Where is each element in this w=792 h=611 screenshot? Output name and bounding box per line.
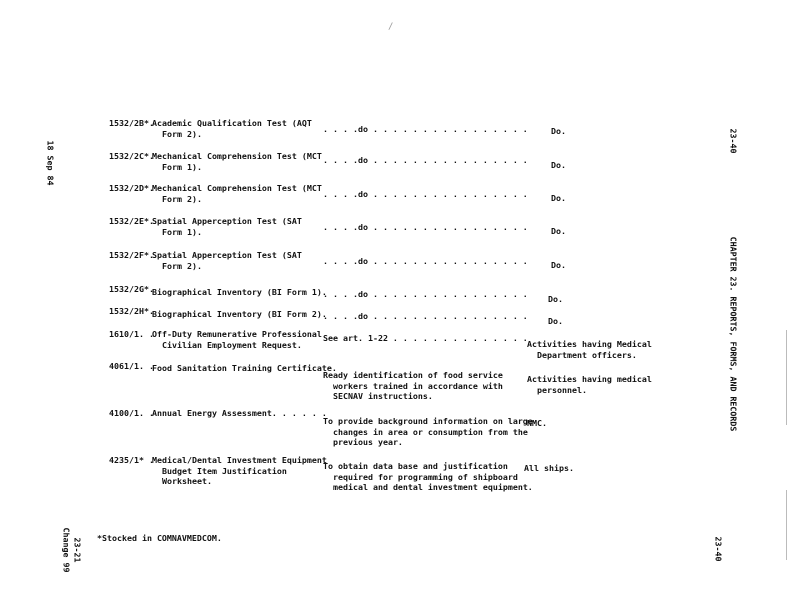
- change-page-number: 23-21: [72, 537, 83, 563]
- form-title: Off-Duty Remunerative Professional Civilian Employment Request.: [152, 329, 322, 350]
- form-number: 1532/2C*.: [109, 151, 154, 161]
- form-purpose: . . . .do . . . . . . . . . . . . . . . .: [323, 289, 528, 299]
- form-number: 1610/1. .: [109, 329, 154, 339]
- form-purpose: Ready identification of food service workers trained in accordance with SECNAV instructions.: [323, 370, 503, 401]
- date-label: 18 Sep 84: [45, 140, 56, 186]
- form-purpose: . . . .do . . . . . . . . . . . . . . . .: [323, 256, 528, 266]
- form-purpose: . . . .do . . . . . . . . . . . . . . . .: [323, 311, 528, 321]
- form-title: Spatial Apperception Test (SAT Form 1).: [152, 216, 302, 237]
- edge-line: [786, 490, 787, 560]
- change-label: Change 99: [61, 527, 72, 573]
- form-purpose: See art. 1-22 . . . . . . . . . . . . . .: [323, 333, 528, 343]
- page-number-top: 23-40: [728, 128, 739, 154]
- form-title: Mechanical Comprehension Test (MCT Form 2).: [152, 183, 322, 204]
- scan-mark: /: [388, 22, 394, 32]
- form-purpose: To provide background information on large changes in area or consumption from the previous year.: [323, 416, 533, 447]
- form-number: 4100/1. .: [109, 408, 154, 418]
- form-title: Spatial Apperception Test (SAT Form 2).: [152, 250, 302, 271]
- form-purpose: . . . .do . . . . . . . . . . . . . . . .: [323, 222, 528, 232]
- form-distribution: All ships.: [524, 463, 574, 473]
- form-distribution: Do.: [551, 260, 566, 270]
- form-title: Biographical Inventory (BI Form 2).: [152, 309, 327, 319]
- page-number-bottom: 23-40: [713, 536, 724, 562]
- form-number: 4061/1. .: [109, 361, 154, 371]
- form-purpose: To obtain data base and justification required for programming of shipboard medical and dental investment equipment.: [323, 461, 533, 492]
- form-distribution: Do.: [551, 226, 566, 236]
- form-number: 1532/2E*.: [109, 216, 154, 226]
- form-distribution: Do.: [548, 294, 563, 304]
- form-purpose: . . . .do . . . . . . . . . . . . . . . .: [323, 189, 528, 199]
- form-distribution: Do.: [548, 316, 563, 326]
- edge-line: [786, 330, 787, 425]
- form-number: 1532/2D*.: [109, 183, 154, 193]
- form-title: Biographical Inventory (BI Form 1).: [152, 287, 327, 297]
- form-title: Food Sanitation Training Certificate.: [152, 363, 337, 373]
- form-distribution: Do.: [551, 160, 566, 170]
- form-purpose: . . . .do . . . . . . . . . . . . . . . .: [323, 124, 528, 134]
- form-distribution: Activities having medical personnel.: [527, 374, 652, 395]
- form-title: Medical/Dental Investment Equipment Budget Item Justification Worksheet.: [152, 455, 327, 486]
- footnote: *Stocked in COMNAVMEDCOM.: [97, 533, 222, 543]
- form-title: Annual Energy Assessment. . . . . .: [152, 408, 327, 418]
- form-title: Academic Qualification Test (AQT Form 2).: [152, 118, 312, 139]
- form-distribution: Do.: [551, 126, 566, 136]
- form-number: 1532/2G*.: [109, 284, 154, 294]
- form-distribution: NMC.: [527, 418, 547, 428]
- form-title: Mechanical Comprehension Test (MCT Form 1).: [152, 151, 322, 172]
- form-number: 4235/1* .: [109, 455, 154, 465]
- form-purpose: . . . .do . . . . . . . . . . . . . . . .: [323, 155, 528, 165]
- form-number: 1532/2B*.: [109, 118, 154, 128]
- form-number: 1532/2H*.: [109, 306, 154, 316]
- form-number: 1532/2F*.: [109, 250, 154, 260]
- form-distribution: Activities having Medical Department officers.: [527, 339, 652, 360]
- chapter-title: CHAPTER 23. REPORTS, FORMS, AND RECORDS: [728, 236, 739, 432]
- form-distribution: Do.: [551, 193, 566, 203]
